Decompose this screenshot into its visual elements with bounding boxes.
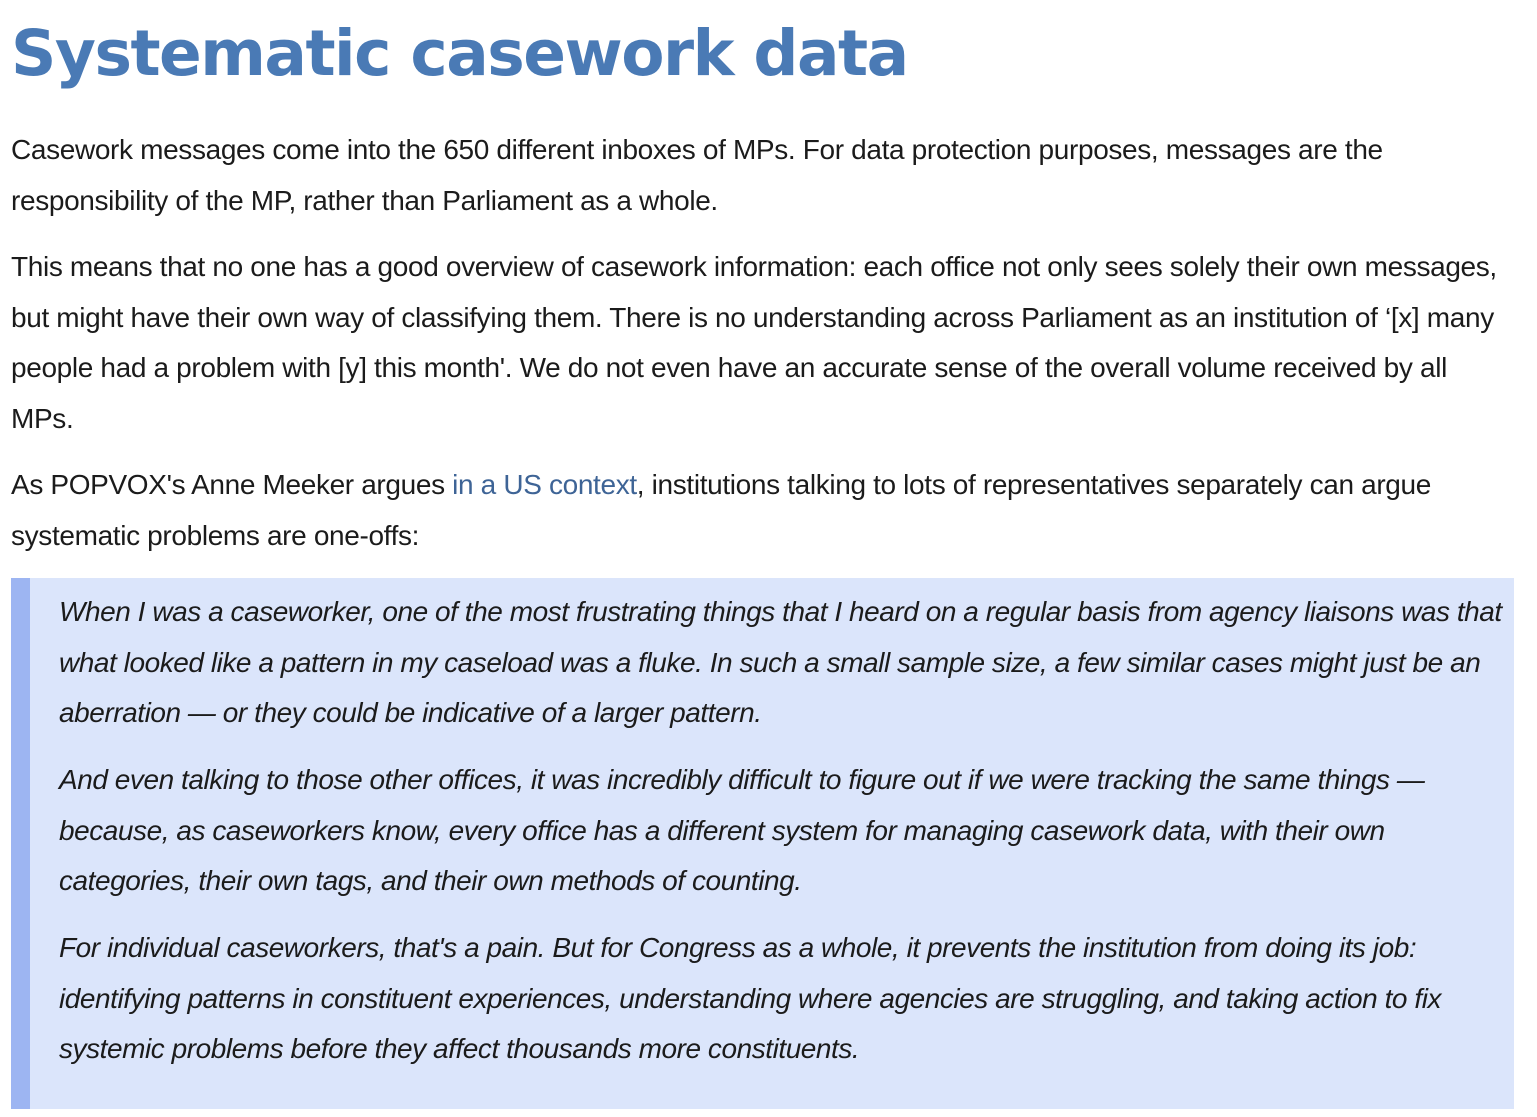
quote-paragraph-congress: For individual caseworkers, that's a pain. But for Congress as a whole, it prevents the institution from doing its job: identifying patterns in constituent experiences, understanding where agencies are struggling, and taking action to fix systemic problems before they affect thousands more constituents. — [59, 932, 1442, 1064]
quote-paragraph-other-offices: And even talking to those other offices, it was incredibly difficult to figure out if we were tracking the same things — because, as caseworkers know, every office has a different system for managing casework data, with their own categories, their own tags, and their own methods of counting. — [59, 764, 1425, 896]
page-title: Systematic casework data — [11, 17, 908, 90]
paragraph-overview: This means that no one has a good overview of casework information: each office not only sees solely their own messages, but might have their own way of classifying them. There is no understanding across Parliament as an institution of ‘[x] many people had a problem with [y] this month'. We do not even have an accurate sense of the overall volume received by all MPs. — [11, 251, 1497, 434]
paragraph-popvox-after-link: , institutions talking to lots of representatives separately can argue systematic problems are one-offs: — [11, 469, 1431, 551]
us-context-link[interactable]: in a US context — [452, 469, 637, 500]
quote-paragraph-caseworker: When I was a caseworker, one of the most frustrating things that I heard on a regular basis from agency liaisons was that what looked like a pattern in my caseload was a fluke. In such a small sample size, a few similar cases might just be an aberration — or they could be indicative of a larger pattern. — [59, 596, 1502, 728]
quote-block — [11, 578, 1514, 1109]
paragraph-popvox-before-link: As POPVOX's Anne Meeker argues — [11, 469, 453, 500]
article — [11, 0, 1514, 1064]
paragraph-inboxes: Casework messages come into the 650 different inboxes of MPs. For data protection purposes, messages are the responsibility of the MP, rather than Parliament as a whole. — [11, 134, 1383, 216]
paragraph-popvox — [11, 460, 1514, 561]
